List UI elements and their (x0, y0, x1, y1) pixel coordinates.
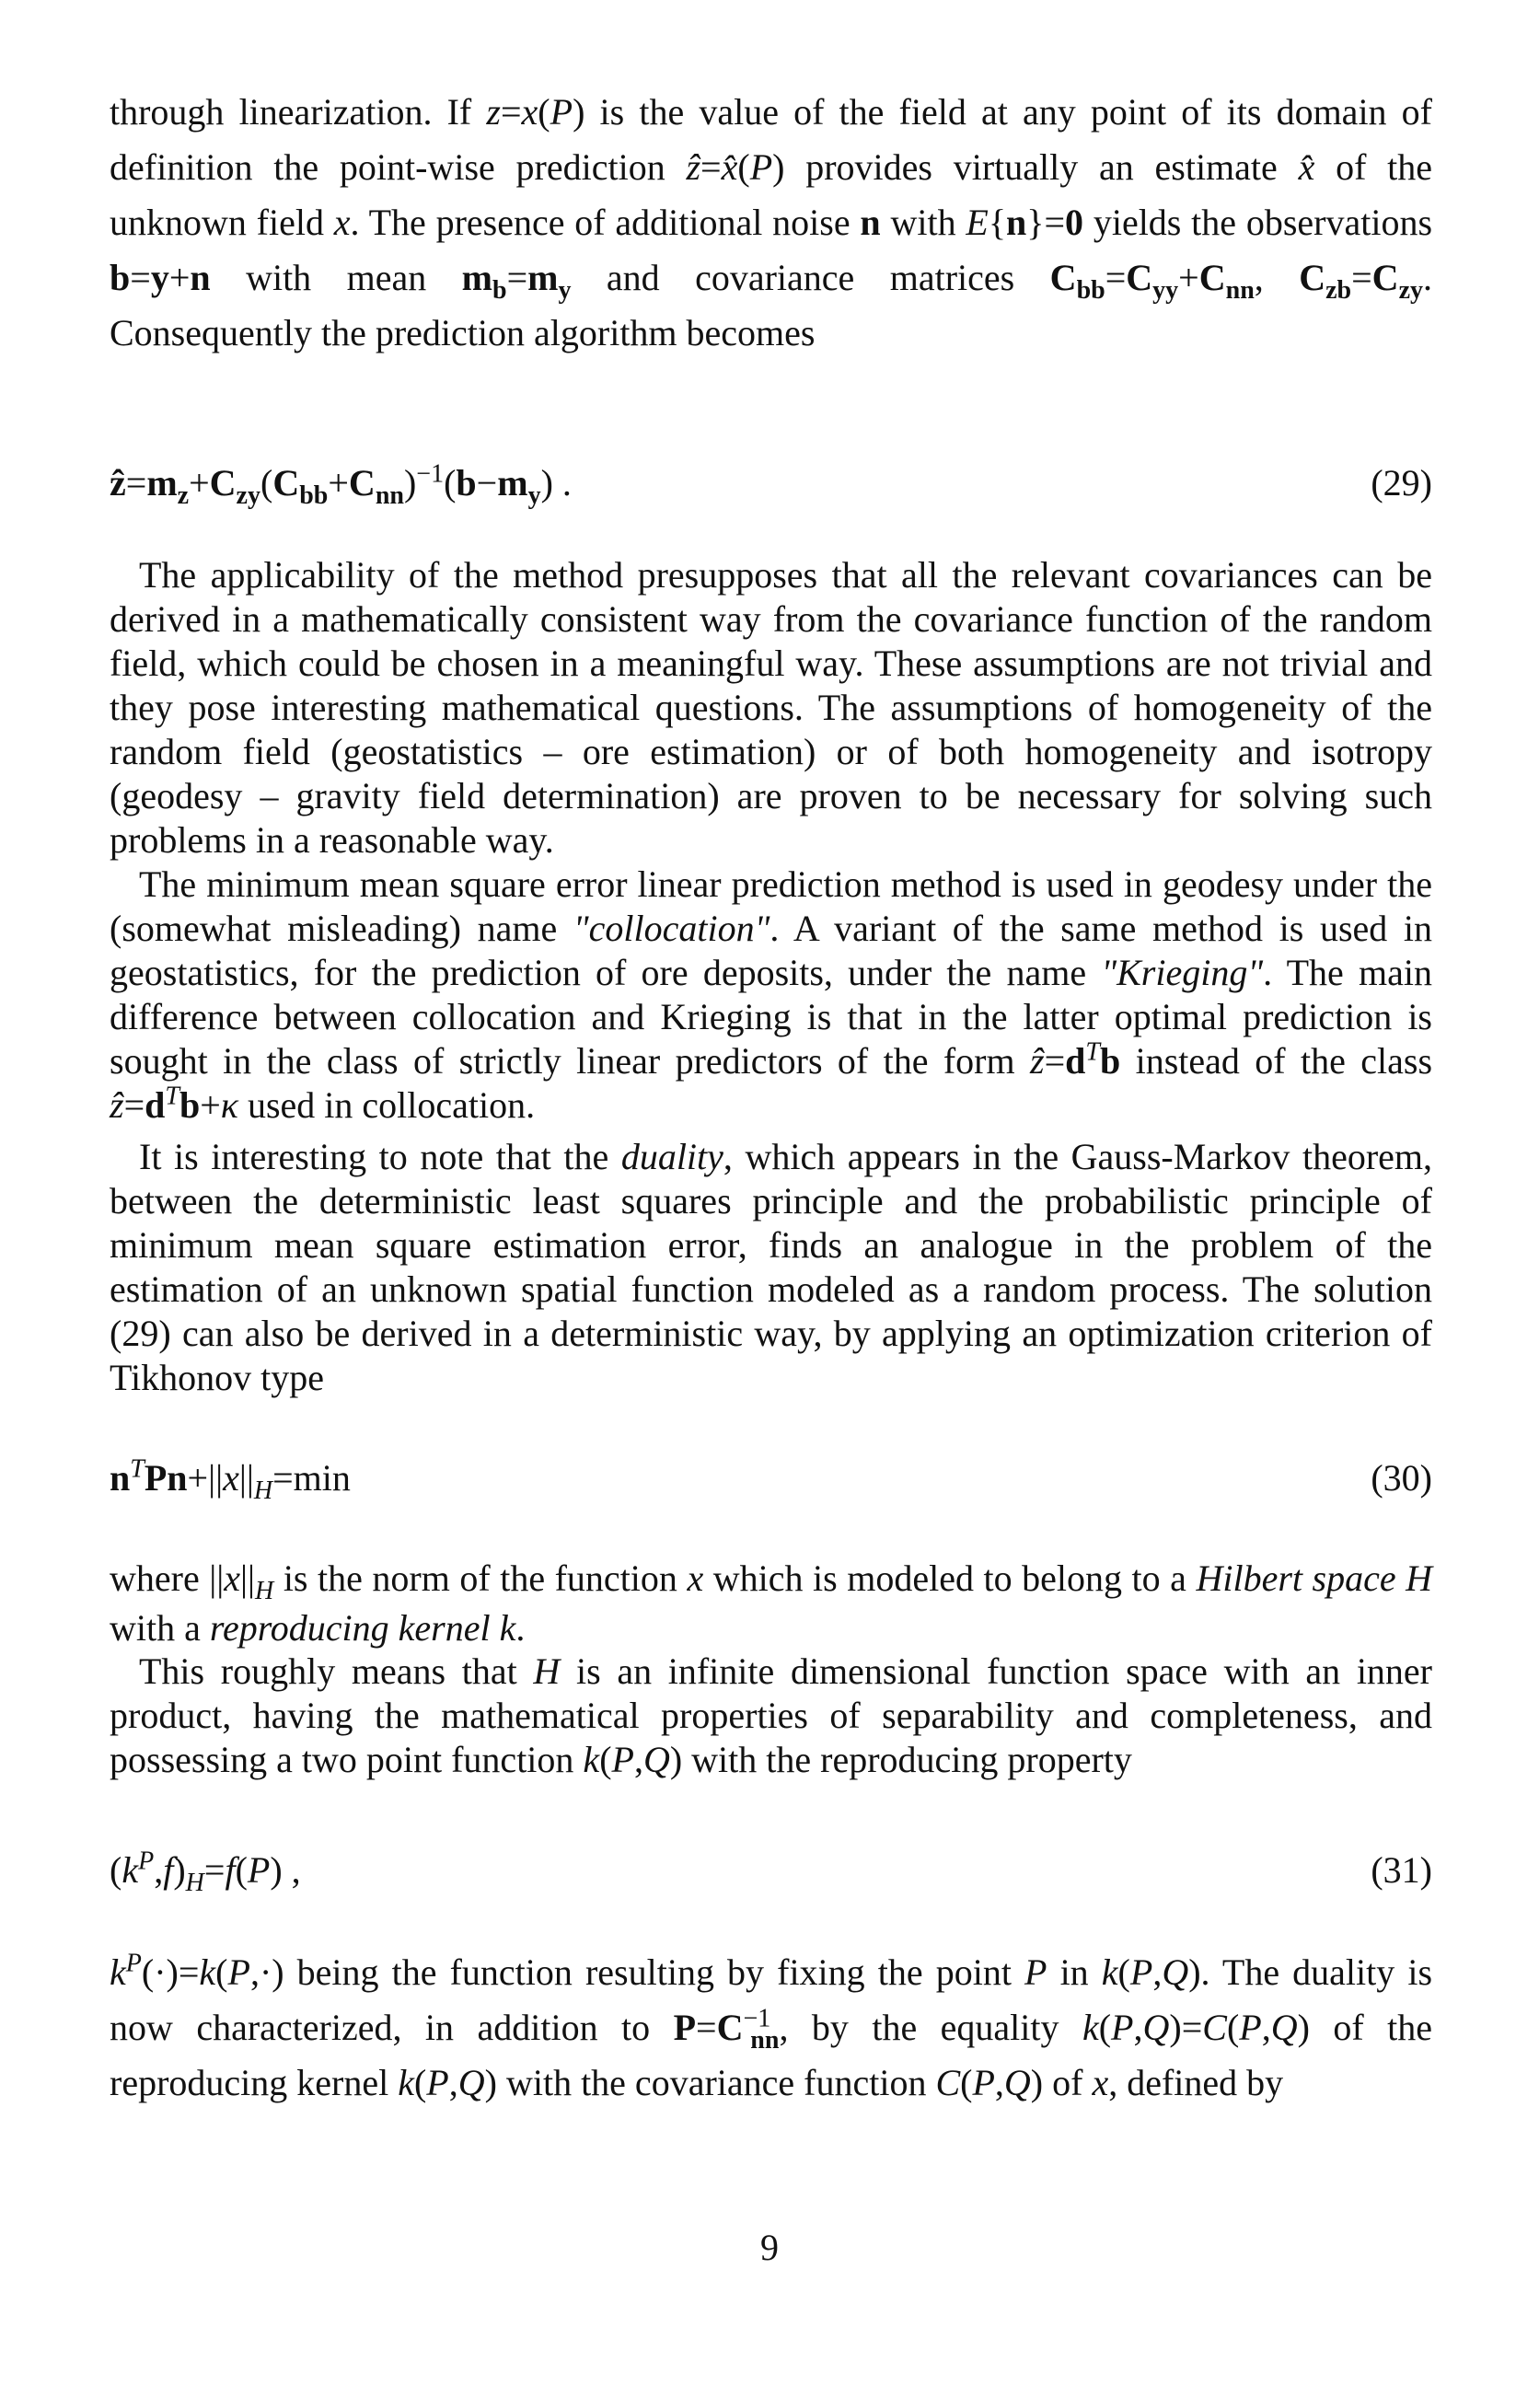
term-hilbert-space: Hilbert space H (1196, 1557, 1433, 1599)
text: The minimum mean square error linear prediction method is used in geodesy under the (somewhat misleading) name (110, 863, 1432, 949)
text: of (1052, 2062, 1083, 2103)
text: . The presence of additional noise (350, 202, 850, 243)
paragraph-collocation: The minimum mean square error linear prediction method is used in geodesy under the (somewhat misleading) name "collocation". A variant of the same method is used in geostatistics, for the prediction of ore deposits, under the name "Krieging". The main difference between collocation and Krieging is that in the latter optimal prediction is sought in the class of strictly linear predictors of the form $ẑ=d^Tb$ instead of the class $ẑ=d^Tb+\kappa$ used in collocation. (110, 863, 1433, 1126)
text: which is modeled to belong to a (712, 1557, 1186, 1599)
text: , by the equality (779, 2007, 1059, 2048)
equation-30-number: (30) (1371, 1457, 1432, 1499)
paragraph-intro: through linearization. If z=x(P) is the value of the field at any point of its domain of definition the point-wise prediction ẑ=x̂(P) provides virtually an estimate x̂ of the unknown field x. The presence of additional noise n with E{n}=0 yields the observations b=y+n with mean $m_b=m_y$ and covariance matrices $C_{bb}=C_{yy}+C_{nn}$, $C_{zb}=C_{zy}$. Consequently the prediction algorithm becomes (110, 91, 1433, 353)
text: . A variant of the same method is used in geostatistics, for the prediction of ore deposits, under the name (110, 908, 1432, 993)
text: of the unknown field (110, 146, 1433, 243)
equation-31-math: $(k^P,f)_H=f(P)$ , (110, 1847, 301, 1897)
text: in (1059, 1951, 1089, 1993)
term-reproducing-kernel: reproducing kernel k (209, 1607, 516, 1649)
text: being the function resulting by fixing the point (296, 1951, 1012, 1993)
text: It is interesting to note that the (139, 1136, 609, 1177)
equation-29-math: $ẑ=m_z+C_{zy}(C_{bb}+C_{nn})^{-1}(b-m_y)$ . (110, 459, 572, 510)
text: with the reproducing property (691, 1739, 1132, 1780)
text: and covariance matrices (606, 257, 1015, 298)
text: . Consequently the prediction algorithm becomes (110, 257, 1432, 353)
equation-29-number: (29) (1371, 462, 1432, 504)
paragraph-text: The applicability of the method presupposes that all the relevant covariances can be derived in a mathematically consistent way from the covariance function of the random field, which could be chosen in a meaningful way. These assumptions are not trivial and they pose interesting mathematical questions. The assumptions of homogeneity of the random field (geostatistics – ore estimation) or of both homogeneity and isotropy (geodesy – gravity field determination) are proven to be necessary for solving such problems in a reasonable way. (110, 554, 1432, 861)
text: with mean (246, 257, 427, 298)
equation-31 (110, 1843, 1432, 1898)
text: of the reproducing kernel (110, 2007, 1433, 2103)
paragraph-reproducing: This roughly means that H is an infinite dimensional function space with an inner product, having the mathematical properties of separability and completeness, and possessing a two point function k(P,Q) with the reproducing property (110, 1650, 1433, 1780)
paragraph-kernel-equality: $k^P(\cdot)=k(P,\cdot)$ being the function resulting by fixing the point P in k(P,Q). The duality is now characterized, in addition to $P=C^{-1}_{nn}$, by the equality k(P,Q)=C(P,Q) of the reproducing kernel k(P,Q) with the covariance function C(P,Q) of x, defined by (110, 1949, 1433, 2103)
text: used in collocation. (247, 1084, 536, 1126)
equation-29 (110, 456, 1432, 511)
text: This roughly means that (139, 1650, 517, 1692)
text: , defined by (1108, 2062, 1284, 2103)
text: . The duality is now characterized, in addition to (110, 1951, 1433, 2048)
text: with the covariance function (505, 2062, 927, 2103)
text: where (110, 1557, 200, 1599)
paragraph-duality (110, 1135, 1432, 1400)
text: , which appears in the Gauss-Markov theorem, between the deterministic least squares principle and the probabilistic principle of minimum mean square estimation error, finds an analogue in the problem of the estimation of an unknown spatial function modeled as a random process. The solution (29) can also be derived in a deterministic way, by applying an optimization criterion of Tikhonov type (110, 1136, 1433, 1398)
equation-31-number: (31) (1371, 1849, 1432, 1891)
text: with a (110, 1607, 201, 1649)
paragraph-hilbert: where $||x||_H$ is the norm of the function x which is modeled to belong to a Hilbert space H with a reproducing kernel k. (110, 1557, 1433, 1649)
equation-30-math: $n^TPn+||x||_H=\min$ (110, 1454, 351, 1505)
term-krieging: "Krieging" (1101, 952, 1264, 993)
text: through linearization. If (110, 91, 472, 133)
page-number: 9 (760, 2227, 779, 2268)
text: instead of the class (1135, 1040, 1433, 1082)
term-collocation: "collocation" (573, 908, 770, 949)
text: is the value of the field at any point of its domain of definition the point-wise prediction (110, 91, 1433, 188)
text: is an infinite dimensional function space with an inner product, having the mathematical properties of separability and completeness, and possessing a two point function (110, 1650, 1433, 1780)
text: is the norm of the function (283, 1557, 677, 1599)
term-duality: duality (620, 1136, 723, 1177)
text: provides virtually an estimate (805, 146, 1278, 188)
paragraph-applicability (110, 553, 1432, 862)
equation-30 (110, 1451, 1432, 1506)
text: . The main difference between collocation and Krieging is that in the latter optimal prediction is sought in the class of strictly linear predictors of the form (110, 952, 1432, 1082)
text: yields the observations (1093, 202, 1433, 243)
text: with (890, 202, 956, 243)
